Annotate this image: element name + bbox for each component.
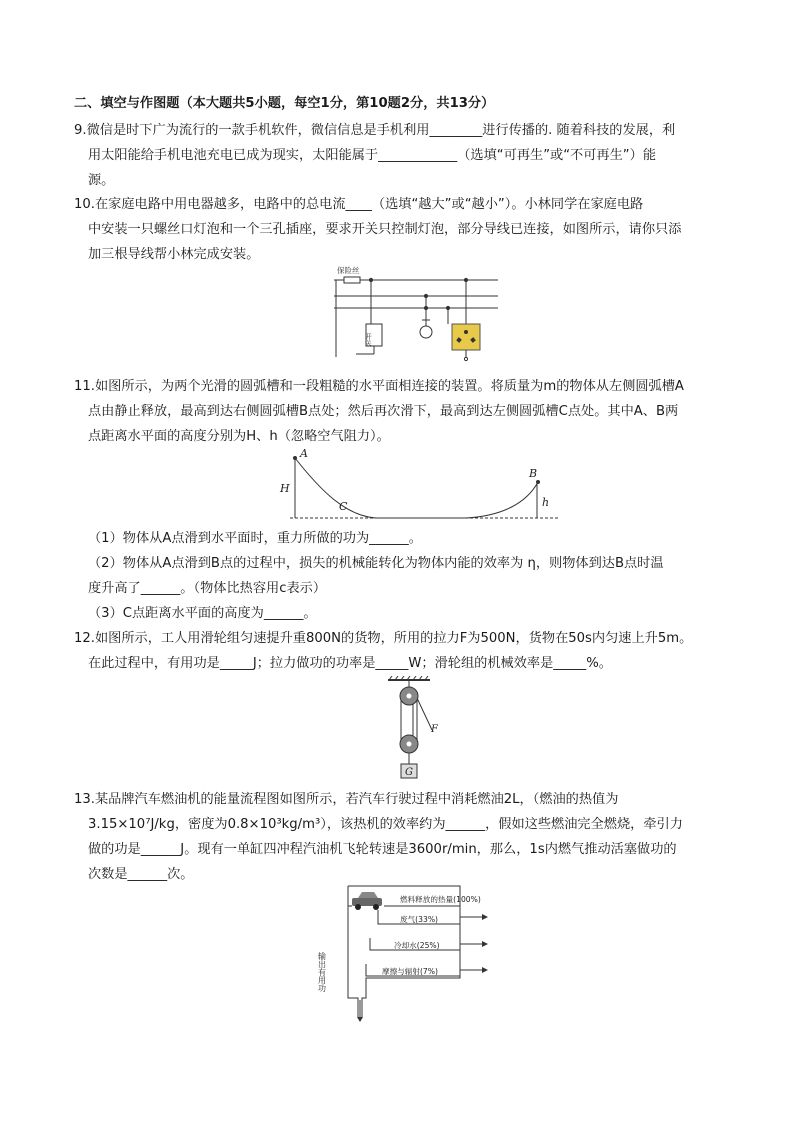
pulley-figure [384,676,444,780]
label-B: B [529,467,538,480]
label-C: C [339,500,348,513]
cooling-arrow [482,941,488,947]
household-circuit-figure [326,262,506,362]
switch-label: 开关 [364,333,372,346]
arc-groove-figure [276,446,566,526]
fuse-icon [344,277,360,283]
point-B-marker [536,480,540,484]
energy-flow-figure [318,880,508,1022]
exhaust-arrow [482,914,488,920]
q13-line-1: 13.某品牌汽车燃油机的能量流程图如图所示，若汽车行驶过程中消耗燃油2L，（燃油的热值为 [74,792,619,807]
q10-line-2: 中安装一只螺丝口灯泡和一个三孔插座，要求开关只控制灯泡，部分导线已连接，如图所示，请你只添 [88,222,682,237]
exhaust-label: 废气(33%) [400,915,438,924]
q11-sub-1: （1）物体从A点滑到水平面时，重力所做的功为______。 [88,531,422,546]
q11-sub-3: （3）C点距离水平面的高度为______。 [88,606,317,621]
label-A: A [300,447,308,460]
q13-line-2: 3.15×10⁷J/kg，密度为0.8×10³kg/m³），该热机的效率约为______，假如这些燃油完全燃烧，牵引力 [88,817,683,832]
label-F: F [431,724,438,735]
label-G: G [405,767,413,778]
q11-line-3: 点距离水平面的高度分别为H、h（忽略空气阻力）。 [88,429,390,444]
q12-line-2: 在此过程中，有用功是_____J；拉力做功的功率是_____W；滑轮组的机械效率是_____%。 [88,656,612,671]
lightbulb-icon [420,326,432,338]
friction-radiation-label: 摩擦与辐射(7%) [382,967,438,976]
q11-sub-2a: （2）物体从A点滑到B点的过程中，损失的机械能转化为物体内能的效率为 η，则物体到达B点时温 [88,556,664,571]
q9-line-2: 用太阳能给手机电池充电已成为现实，太阳能属于____________（选填“可再生”或“不可再生”）能 [88,148,657,163]
car-icon [352,892,382,910]
friction-arrow [482,967,488,973]
fuse-label: 保险丝 [337,266,360,275]
section-header: 二、填空与作图题（本大题共5小题，每空1分，第10题2分，共13分） [74,96,495,111]
q11-sub-2b: 度升高了______。（物体比热容用c表示） [88,581,327,596]
q13-line-4: 次数是______次。 [88,867,194,882]
output-arrow [357,1017,363,1022]
label-H: H [280,482,290,495]
total-heat-label: 燃料释放的热量(100%) [400,895,481,904]
q11-line-2: 点由静止释放，最高到达右侧圆弧槽B点处；然后再次滑下，最高到达左侧圆弧槽C点处。其中A、B两 [88,404,679,419]
q11-line-1: 11.如图所示，为两个光滑的圆弧槽和一段粗糙的水平面相连接的装置。将质量为m的物体从左侧圆弧槽A [74,379,684,394]
point-A-marker [293,456,297,460]
q10-line-1: 10.在家庭电路中用电器越多，电路中的总电流____（选填“越大”或“越小”）。小林同学在家庭电路 [74,197,644,212]
three-hole-socket-icon [452,324,480,350]
pull-rope [417,698,432,730]
q9-line-3: 源。 [88,173,115,188]
useful-output-label: 输出有用功 [318,952,327,992]
groove-curve [295,458,538,518]
q13-line-3: 做的功是______J。现有一单缸四冲程汽油机飞轮转速是3600r/min，那么，1s内燃气推动活塞做功的 [88,842,677,857]
q10-line-3: 加三根导线帮小林完成安装。 [88,247,260,262]
q12-line-1: 12.如图所示，工人用滑轮组匀速提升重800N的货物，所用的拉力F为500N，货物在50s内匀速上升5m。 [74,631,693,646]
cooling-water-label: 冷却水(25%) [394,941,440,950]
q9-line-1: 9.微信是时下广为流行的一款手机软件，微信信息是手机利用________进行传播的. 随着科技的发展，利 [74,123,676,138]
label-h: h [542,496,550,509]
